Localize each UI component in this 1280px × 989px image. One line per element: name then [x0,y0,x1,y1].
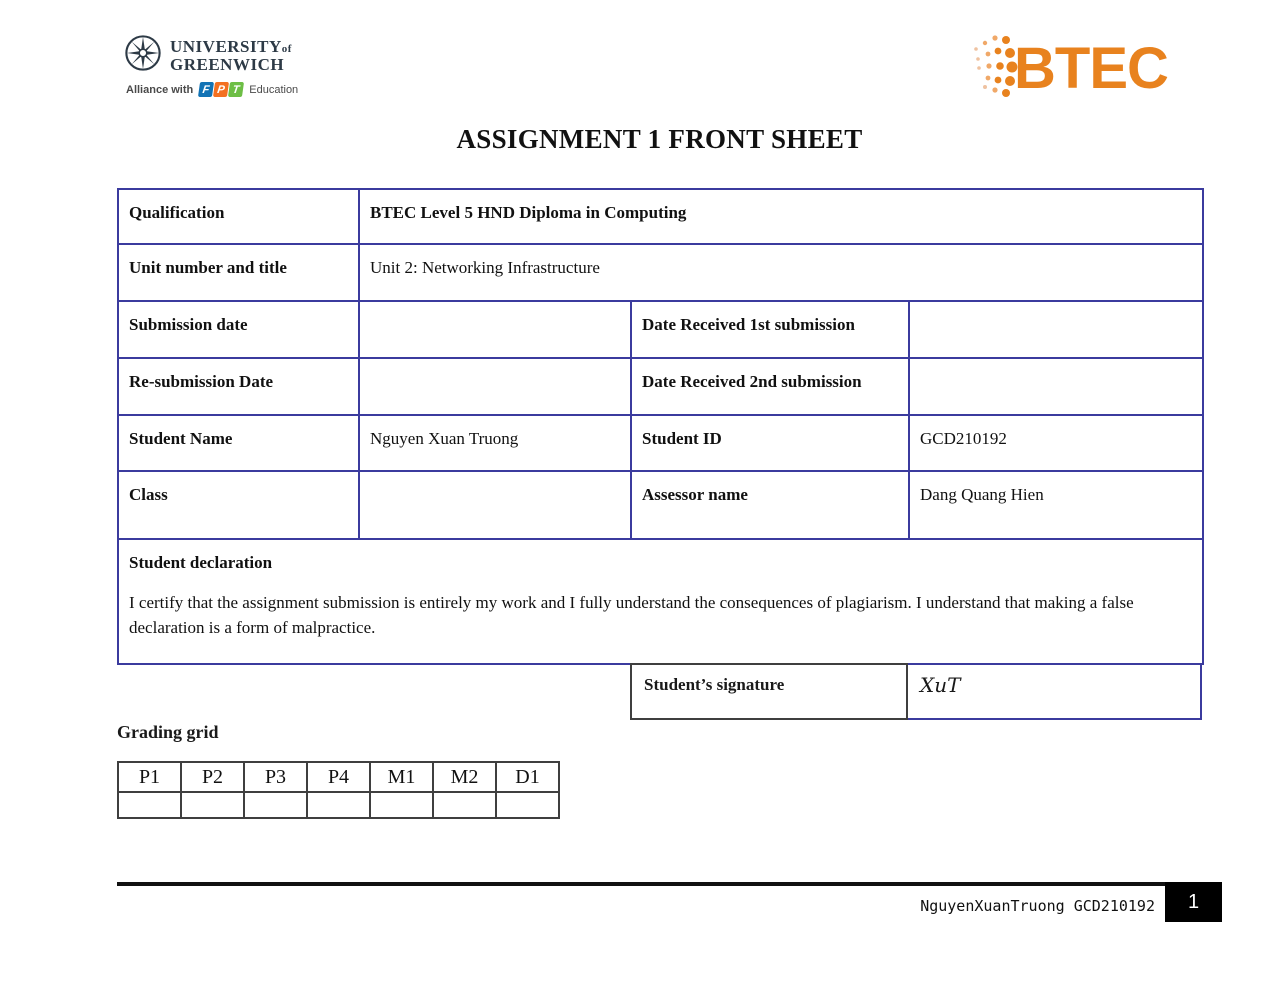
resubmission-date-label: Re-submission Date [118,358,359,415]
grading-cell [433,792,496,818]
fpt-letter-t: T [228,82,244,97]
page-title: ASSIGNMENT 1 FRONT SHEET [456,124,863,154]
class-label: Class [118,471,359,539]
greenwich-word-greenwich: GREENWICH [170,54,285,74]
alliance-with-text: Alliance with [126,83,194,96]
table-row [118,301,1203,358]
grading-col-m2: M2 [433,762,496,792]
fpt-letter-f: F [198,82,214,97]
grading-col-p4: P4 [307,762,370,792]
table-row [118,189,1203,244]
greenwich-word-university: UNIVERSITY [170,37,282,57]
btec-wordmark: BTEC [1014,35,1168,101]
grading-cell [181,792,244,818]
table-row [118,244,1203,301]
signature-row [630,663,1202,720]
greenwich-wordmark [170,38,292,73]
resubmission-date-value [359,358,631,415]
grading-col-p1: P1 [118,762,181,792]
student-id-label: Student ID [631,415,909,471]
grading-cell [307,792,370,818]
student-name-value: Nguyen Xuan Truong [359,415,631,471]
table-row [118,358,1203,415]
table-row [118,471,1203,539]
grading-grid-table [117,761,560,819]
grading-col-p2: P2 [181,762,244,792]
date-received-2nd-label: Date Received 2nd submission [631,358,909,415]
fpt-letter-p: P [213,82,229,97]
fpt-alliance-line [126,82,298,97]
greenwich-compass-icon [124,34,162,77]
table-row [118,415,1203,471]
qualification-value: BTEC Level 5 HND Diploma in Computing [359,189,1203,244]
grading-col-d1: D1 [496,762,559,792]
grading-header-row [118,762,559,792]
grading-empty-row [118,792,559,818]
grading-cell [496,792,559,818]
greenwich-word-of: of [281,43,292,56]
assignment-info-table [117,188,1204,665]
footer-student-id-text: NguyenXuanTruong GCD210192 [920,897,1155,915]
grading-grid-heading: Grading grid [117,722,219,742]
grading-cell [244,792,307,818]
unit-label: Unit number and title [118,244,359,301]
table-row [118,539,1203,664]
fpt-logo [199,82,243,97]
submission-date-value [359,301,631,358]
qualification-label: Qualification [118,189,359,244]
unit-value: Unit 2: Networking Infrastructure [359,244,1203,301]
btec-dots-icon [966,30,1018,107]
class-value [359,471,631,539]
education-text: Education [249,83,299,96]
grading-col-p3: P3 [244,762,307,792]
student-declaration-text: I certify that the assignment submission is entirely my work and I fully understand the consequences of plagiarism. I understand that making a false declaration is a form of malpractice. [129,593,1134,637]
footer-rule [117,882,1165,886]
student-declaration-title: Student declaration [129,553,273,572]
assessor-name-label: Assessor name [631,471,909,539]
date-received-2nd-value [909,358,1203,415]
grading-cell [370,792,433,818]
date-received-1st-label: Date Received 1st submission [631,301,909,358]
grading-col-m1: M1 [370,762,433,792]
submission-date-label: Submission date [118,301,359,358]
greenwich-logo [124,34,292,77]
assessor-name-value: Dang Quang Hien [909,471,1203,539]
student-signature-value: XuT [908,663,1202,720]
grading-cell [118,792,181,818]
page-number-badge: 1 [1165,882,1222,922]
btec-logo [966,30,1168,107]
student-signature-label: Student’s signature [630,663,908,720]
date-received-1st-value [909,301,1203,358]
student-declaration-cell [118,539,1203,664]
student-name-label: Student Name [118,415,359,471]
student-id-value: GCD210192 [909,415,1203,471]
